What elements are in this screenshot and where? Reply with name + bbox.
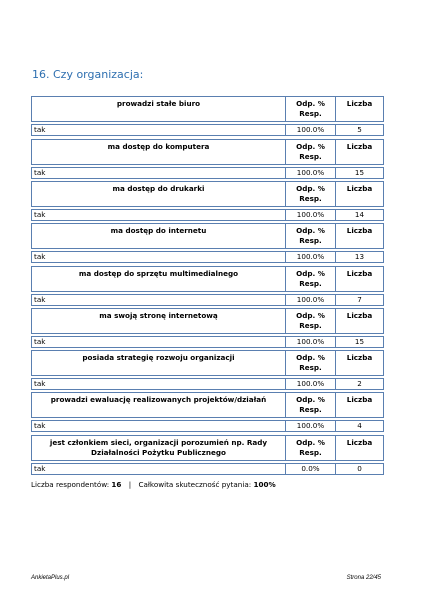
percent-cell: 100.0% xyxy=(286,379,336,390)
count-cell: 13 xyxy=(336,252,384,263)
count-cell: 0 xyxy=(336,464,384,475)
count-header: Liczba xyxy=(336,309,384,334)
table-row xyxy=(32,421,384,432)
answer-cell: tak xyxy=(32,295,286,306)
table-header-row xyxy=(32,436,384,461)
percent-cell: 100.0% xyxy=(286,295,336,306)
count-cell: 4 xyxy=(336,421,384,432)
count-header: Liczba xyxy=(336,267,384,292)
question-table xyxy=(31,435,384,475)
table-row xyxy=(32,464,384,475)
count-header: Liczba xyxy=(336,436,384,461)
footer-brand: AnkietaPlus.pl xyxy=(31,575,70,581)
respondents-value: 16 xyxy=(111,480,122,489)
count-cell: 15 xyxy=(336,337,384,348)
table-row xyxy=(32,210,384,221)
count-header: Liczba xyxy=(336,182,384,207)
percent-cell: 0.0% xyxy=(286,464,336,475)
percent-header: Odp. % Resp. xyxy=(286,436,336,461)
percent-cell: 100.0% xyxy=(286,337,336,348)
table-header-row xyxy=(32,140,384,165)
answer-cell: tak xyxy=(32,421,286,432)
count-cell: 15 xyxy=(336,168,384,179)
table-header-row xyxy=(32,351,384,376)
count-header: Liczba xyxy=(336,224,384,249)
question-table xyxy=(31,308,384,348)
footer-page-number: Strona 22/45 xyxy=(346,575,381,581)
answer-cell: tak xyxy=(32,337,286,348)
table-row xyxy=(32,125,384,136)
question-label: ma dostęp do internetu xyxy=(32,224,286,249)
table-header-row xyxy=(32,224,384,249)
table-header-row xyxy=(32,182,384,207)
section-title: 16. Czy organizacja: xyxy=(32,68,144,81)
table-row xyxy=(32,295,384,306)
count-cell: 7 xyxy=(336,295,384,306)
effectiveness-value: 100% xyxy=(253,480,276,489)
percent-header: Odp. % Resp. xyxy=(286,140,336,165)
percent-cell: 100.0% xyxy=(286,421,336,432)
table-header-row xyxy=(32,393,384,418)
question-table xyxy=(31,350,384,390)
summary-separator: | xyxy=(128,480,132,489)
question-table xyxy=(31,392,384,432)
count-header: Liczba xyxy=(336,351,384,376)
answer-cell: tak xyxy=(32,125,286,136)
question-label: ma dostęp do sprzętu multimedialnego xyxy=(32,267,286,292)
percent-cell: 100.0% xyxy=(286,210,336,221)
question-label: prowadzi ewaluację realizowanych projektów/działań xyxy=(32,393,286,418)
count-cell: 5 xyxy=(336,125,384,136)
answer-cell: tak xyxy=(32,464,286,475)
table-row xyxy=(32,168,384,179)
respondents-label: Liczba respondentów: xyxy=(31,480,110,489)
question-label: ma dostęp do komputera xyxy=(32,140,286,165)
answer-cell: tak xyxy=(32,379,286,390)
percent-header: Odp. % Resp. xyxy=(286,224,336,249)
table-header-row xyxy=(32,309,384,334)
count-cell: 14 xyxy=(336,210,384,221)
percent-header: Odp. % Resp. xyxy=(286,267,336,292)
table-header-row xyxy=(32,267,384,292)
percent-header: Odp. % Resp. xyxy=(286,309,336,334)
percent-cell: 100.0% xyxy=(286,168,336,179)
percent-cell: 100.0% xyxy=(286,252,336,263)
count-header: Liczba xyxy=(336,97,384,122)
question-label: posiada strategię rozwoju organizacji xyxy=(32,351,286,376)
question-label: ma swoją stronę internetową xyxy=(32,309,286,334)
percent-cell: 100.0% xyxy=(286,125,336,136)
table-row xyxy=(32,252,384,263)
question-label: ma dostęp do drukarki xyxy=(32,182,286,207)
answer-cell: tak xyxy=(32,210,286,221)
summary-line xyxy=(31,480,276,489)
answer-cell: tak xyxy=(32,168,286,179)
question-table xyxy=(31,139,384,179)
question-table xyxy=(31,96,384,136)
percent-header: Odp. % Resp. xyxy=(286,393,336,418)
question-table xyxy=(31,266,384,306)
count-header: Liczba xyxy=(336,393,384,418)
question-label: jest członkiem sieci, organizacji porozumień np. Rady Działalności Pożytku Publicznego xyxy=(32,436,286,461)
question-table xyxy=(31,223,384,263)
percent-header: Odp. % Resp. xyxy=(286,97,336,122)
percent-header: Odp. % Resp. xyxy=(286,351,336,376)
count-cell: 2 xyxy=(336,379,384,390)
answer-cell: tak xyxy=(32,252,286,263)
table-header-row xyxy=(32,97,384,122)
question-label: prowadzi stałe biuro xyxy=(32,97,286,122)
effectiveness-label: Całkowita skuteczność pytania: xyxy=(138,480,252,489)
question-table xyxy=(31,181,384,221)
percent-header: Odp. % Resp. xyxy=(286,182,336,207)
table-row xyxy=(32,379,384,390)
count-header: Liczba xyxy=(336,140,384,165)
table-row xyxy=(32,337,384,348)
